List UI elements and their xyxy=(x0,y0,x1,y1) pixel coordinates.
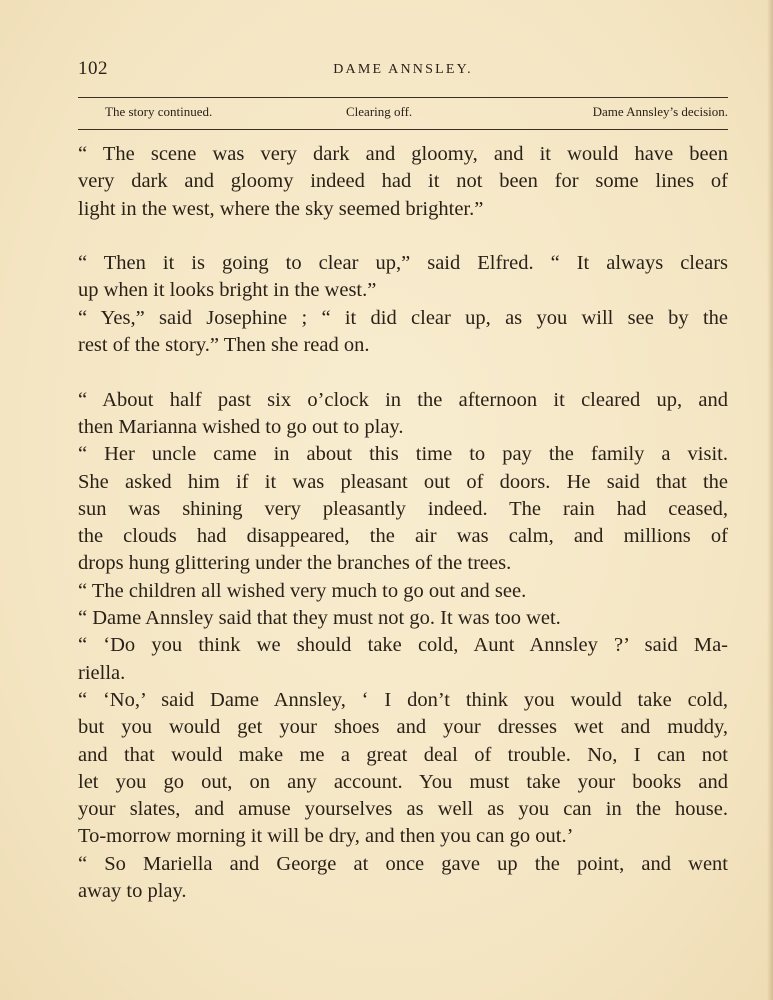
paragraph xyxy=(78,305,728,360)
text-line: “ Dame Annsley said that they must not go. It was too wet. xyxy=(78,607,561,630)
subhead-dame-decision: Dame Annsley’s decision. xyxy=(592,104,728,119)
text-line: let you go out, on any account. You must take your books and xyxy=(78,770,728,793)
text-line: “ Yes,” said Josephine ; “ it did clear up, as you will see by the xyxy=(78,306,728,329)
paragraph xyxy=(78,387,728,442)
text-line: rest of the story.” Then she read on. xyxy=(78,334,370,357)
paragraph xyxy=(78,687,728,851)
text-line: “ About half past six o’clock in the afternoon it cleared up, and xyxy=(78,388,728,411)
text-line: then Marianna wished to go out to play. xyxy=(78,415,404,438)
page-edge-shadow xyxy=(767,0,773,1000)
paragraph xyxy=(78,441,728,577)
text-line: sun was shining very pleasantly indeed. The rain had ceased, xyxy=(78,497,728,520)
paragraph-gap xyxy=(78,359,728,386)
text-line: up when it looks bright in the west.” xyxy=(78,279,377,302)
text-line: “ ‘Do you think we should take cold, Aunt Annsley ?’ said Ma- xyxy=(78,634,728,657)
text-line: “ Her uncle came in about this time to pay the family a visit. xyxy=(78,443,728,466)
text-line: “ ‘No,’ said Dame Annsley, ‘ I don’t think you would take cold, xyxy=(78,688,728,711)
section-subheads xyxy=(78,104,728,124)
text-line: “ The children all wished very much to go out and see. xyxy=(78,579,527,602)
header-rule-top xyxy=(78,97,728,98)
paragraph xyxy=(78,250,728,305)
paragraph-gap xyxy=(78,223,728,250)
text-line: To-morrow morning it will be dry, and then you can go out.’ xyxy=(78,825,574,848)
text-line: riella. xyxy=(78,661,126,684)
subhead-story-continued: The story continued. xyxy=(105,104,213,119)
text-line: your slates, and amuse yourselves as well as you can in the house. xyxy=(78,798,728,821)
page-number: 102 xyxy=(78,58,108,79)
paragraph xyxy=(78,851,728,906)
text-line: “ So Mariella and George at once gave up the point, and went xyxy=(78,852,728,875)
body-text xyxy=(78,141,728,905)
text-line: but you would get your shoes and your dresses wet and muddy, xyxy=(78,716,728,739)
header-rule-bottom xyxy=(78,129,728,130)
paragraph xyxy=(78,632,728,687)
text-line: the clouds had disappeared, the air was calm, and millions of xyxy=(78,525,728,548)
text-line: away to play. xyxy=(78,880,187,903)
subhead-clearing-off: Clearing off. xyxy=(346,104,413,119)
text-line: “ The scene was very dark and gloomy, and it would have been xyxy=(78,143,728,165)
paragraph xyxy=(78,141,728,223)
text-line: She asked him if it was pleasant out of doors. He said that the xyxy=(78,470,728,493)
text-line: drops hung glittering under the branches of the trees. xyxy=(78,552,512,575)
paragraph xyxy=(78,578,728,605)
text-line: and that would make me a great deal of trouble. No, I can not xyxy=(78,743,728,766)
running-title: DAME ANNSLEY. xyxy=(333,62,473,77)
page-header xyxy=(78,58,728,84)
text-line: very dark and gloomy indeed had it not been for some lines of xyxy=(78,170,728,193)
paragraph xyxy=(78,605,728,632)
text-line: light in the west, where the sky seemed brighter.” xyxy=(78,197,484,220)
text-line: “ Then it is going to clear up,” said Elfred. “ It always clears xyxy=(78,252,728,275)
